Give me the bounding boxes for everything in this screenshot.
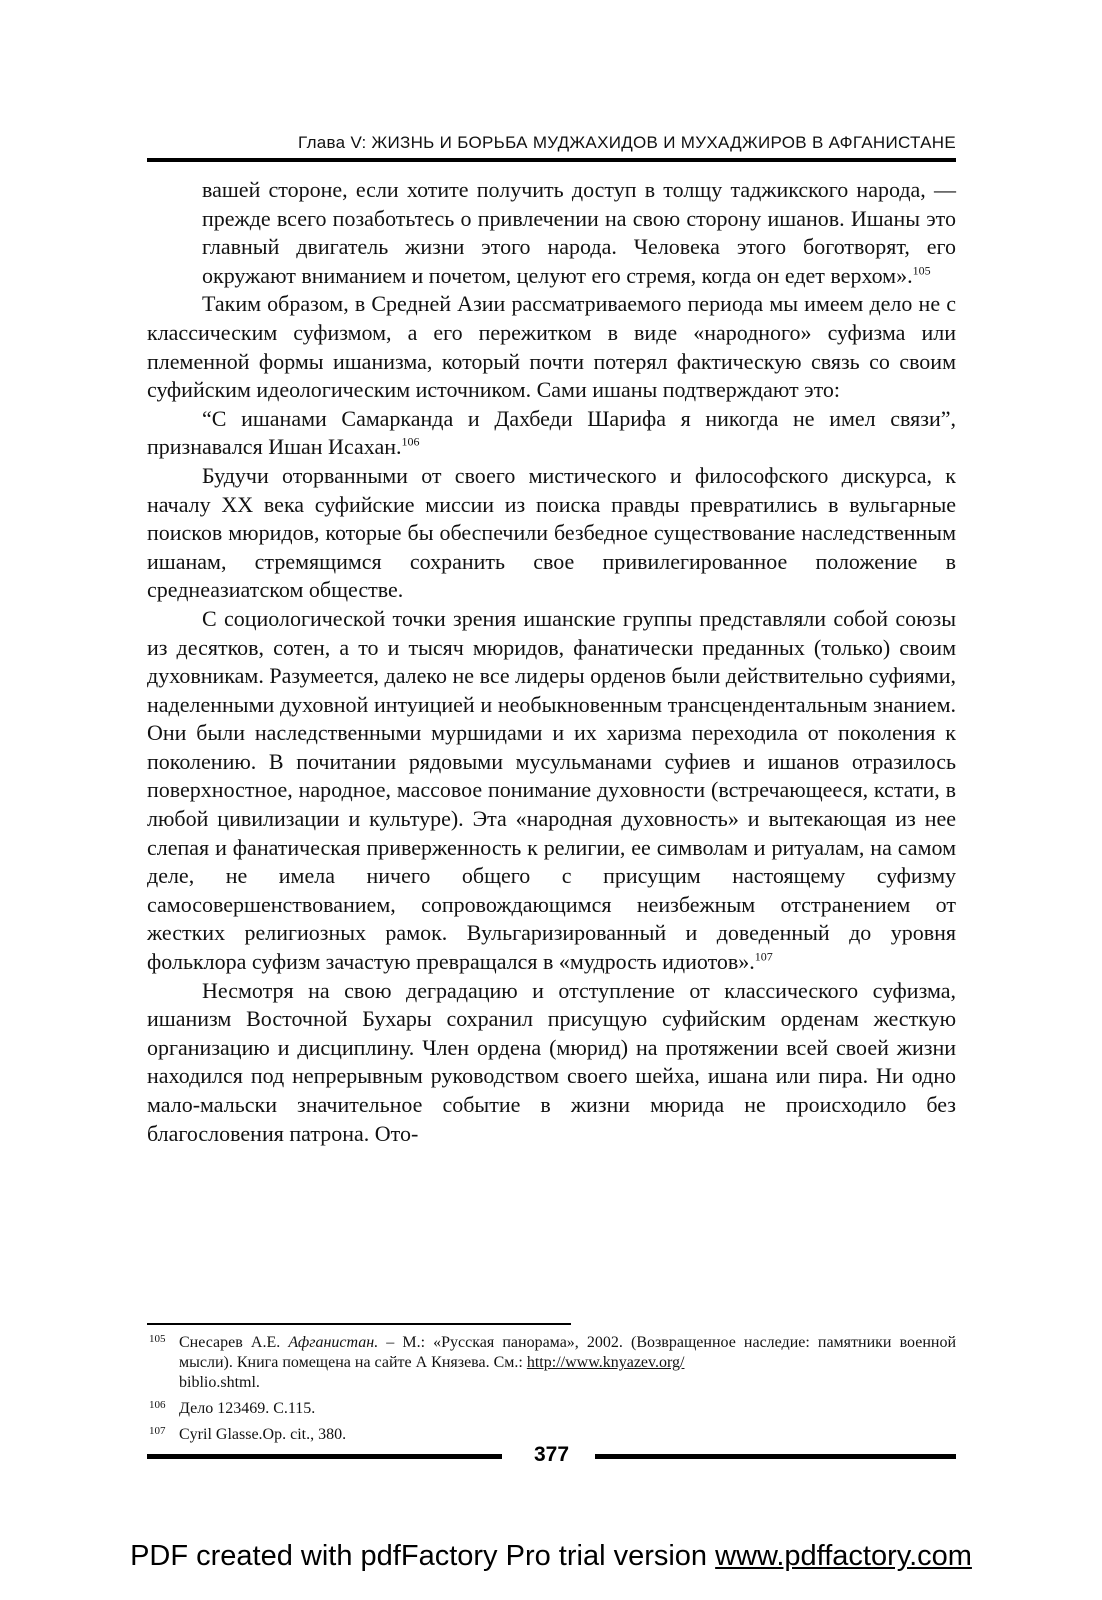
footnote-number: 107 bbox=[149, 1425, 166, 1437]
main-text bbox=[147, 176, 956, 1148]
footnote-ref: 107 bbox=[754, 949, 773, 964]
page-number: 377 bbox=[533, 1443, 570, 1466]
footnote-ref: 106 bbox=[401, 435, 420, 450]
header-rule bbox=[147, 158, 956, 162]
footnote-ref: 105 bbox=[912, 263, 931, 278]
footnote-link[interactable]: http://www.knyazev.org/ bbox=[526, 1354, 685, 1371]
paragraph-text: “С ишанами Самарканда и Дахбеди Шарифа я никогда не имел связи”, признавался Ишан Исахан. bbox=[147, 405, 956, 460]
paragraph bbox=[147, 605, 956, 977]
paragraph-quote-continuation bbox=[147, 176, 956, 290]
footnote-number: 106 bbox=[149, 1399, 166, 1411]
footnote-text: Дело 123469. С.115. bbox=[179, 1400, 316, 1417]
paragraph-text: Несмотря на свою деградацию и отступление от классического суфизма, ишанизм Восточной Бухары сохранил присущую суфийским орденам жесткую организацию и дисциплину. Член ордена (мюрид) на протяжении всей своей жизни находился под непрерывным руководством своего шейха, ишана или пира. Ни одно мало-мальски значительное событие в жизни мюрида не происходило без благословения патрона. Ото- bbox=[147, 977, 956, 1146]
pdf-watermark bbox=[0, 1540, 1102, 1573]
footnote-105 bbox=[147, 1333, 956, 1393]
watermark-link[interactable]: www.pdffactory.com bbox=[715, 1540, 972, 1572]
paragraph bbox=[147, 977, 956, 1149]
page-number-bar bbox=[147, 1443, 956, 1467]
paragraph bbox=[147, 290, 956, 404]
footnote-text: Cyril Glasse.Op. cit., 380. bbox=[179, 1426, 347, 1443]
folio-rule-right bbox=[595, 1454, 956, 1459]
footnote-author: Снесарев А.Е. bbox=[179, 1334, 281, 1351]
footnote-number: 105 bbox=[149, 1333, 166, 1345]
paragraph bbox=[147, 462, 956, 605]
footnote-106 bbox=[147, 1399, 956, 1419]
paragraph-text: Будучи оторванными от своего мистического и философского дискурса, к началу XX века суфийские миссии из поиска правды превратились в вульгарные поисков мюридов, которые бы обеспечили безбедное существование наследственным ишанам, стремящимся сохранить свое привилегированное положение в среднеазиатском обществе. bbox=[147, 462, 956, 603]
paragraph-text: Таким образом, в Средней Азии рассматриваемого периода мы имеем дело не с классическим суфизмом, а его пережитком в виде «народного» суфизма или племенной формы ишанизма, который почти потерял фактическую связь со своим суфийским идеологическим источником. Сами ишаны подтверждают это: bbox=[147, 291, 956, 403]
footnote-link-tail: biblio.shtml. bbox=[179, 1374, 260, 1391]
footnote-title: Афганистан. bbox=[288, 1334, 379, 1351]
running-header: Глава V: ЖИЗНЬ И БОРЬБА МУДЖАХИДОВ И МУХАДЖИРОВ В АФГАНИСТАНЕ bbox=[298, 133, 956, 152]
footnote-text: – М.: «Русская панорама», 2002. (Возвращенное наследие: памятники военной мысли). Книга помещена на сайте А Князева. См.: bbox=[179, 1334, 957, 1371]
paragraph-text: С социологической точки зрения ишанские группы представляли собой союзы из десятков, сотен, а то и тысяч мюридов, фанатически преданных (только) своим духовникам. Разумеется, далеко не все лидеры орденов были действительно суфиями, наделенными духовной интуицией и необыкновенным трансцендентальным знанием. Они были наследственными муршидами и их харизма переходила от поколения к поколению. В почитании рядовыми мусульманами суфиев и ишанов отразилось поверхностное, народное, массовое понимание духовности (встречающееся, кстати, в любой цивилизации и культуре). Эта «народная духовность» и вытекающая из нее слепая и фанатическая приверженность к религии, ее символам и ритуалам, на самом деле, не имела ничего общего с присущим настоящему суфизму самосовершенствованием, сопровождающимся неизбежным отстранением от жестких религиозных рамок. Вульгаризированный и доведенный до уровня фольклора суфизм зачастую превращался в «мудрость идиотов». bbox=[147, 605, 956, 975]
footnote-separator bbox=[147, 1323, 571, 1325]
paragraph-quote bbox=[147, 405, 956, 462]
footnote-107 bbox=[147, 1425, 956, 1445]
watermark-text: PDF created with pdfFactory Pro trial version bbox=[130, 1540, 708, 1572]
footnotes bbox=[147, 1333, 956, 1451]
paragraph-text: вашей стороне, если хотите получить доступ в толщу таджикского народа, — прежде всего позаботьтесь о привлечении на свою сторону ишанов. Ишаны это главный двигатель жизни этого народа. Человека этого боготворят, его окружают вниманием и почетом, целуют его стремя, когда он едет верхом». bbox=[202, 177, 956, 288]
